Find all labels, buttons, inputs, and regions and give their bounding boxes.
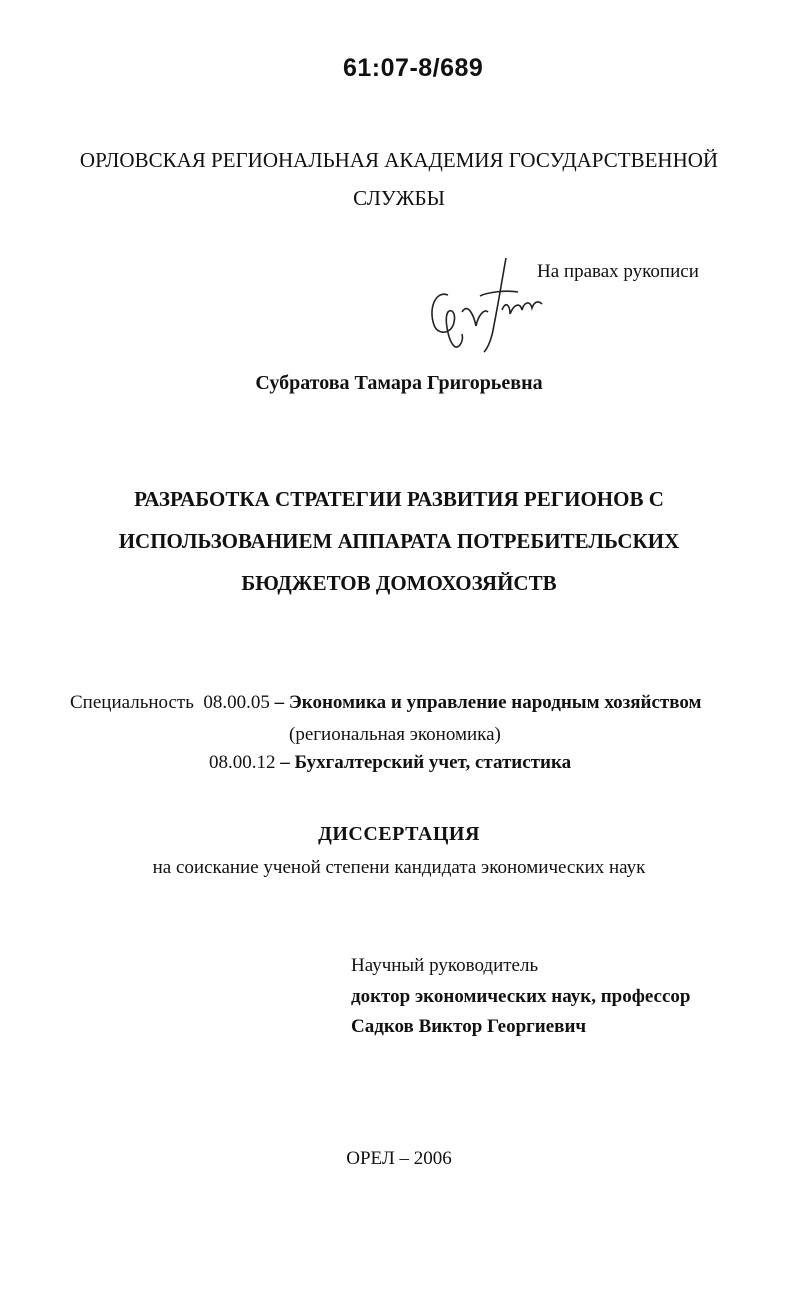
title-line-2: ИСПОЛЬЗОВАНИЕМ АППАРАТА ПОТРЕБИТЕЛЬСКИХ (118, 529, 680, 553)
signature-image (418, 250, 558, 360)
title-line-3: БЮДЖЕТОВ ДОМОХОЗЯЙСТВ (241, 571, 557, 595)
organization-line-1: ОРЛОВСКАЯ РЕГИОНАЛЬНАЯ АКАДЕМИЯ ГОСУДАРСТВЕННОЙ (79, 148, 719, 172)
specialty-name-2: – Бухгалтерский учет, статистика (280, 752, 572, 773)
supervisor-name: Садков Виктор Георгиевич (351, 1016, 587, 1037)
dissertation-title (0, 478, 798, 604)
supervisor-label: Научный руководитель (351, 955, 539, 976)
organization-line-2: СЛУЖБЫ (353, 186, 445, 210)
dissertation-subtitle: на соискание ученой степени кандидата экономических наук (152, 857, 646, 878)
specialty-name-1: – Экономика и управление народным хозяйством (274, 692, 702, 713)
specialty-note-1: (региональная экономика) (289, 724, 501, 745)
specialty-row-1 (70, 692, 701, 714)
specialty-code-1: 08.00.05 (203, 692, 270, 713)
registry-code: 61:07-8/689 (343, 54, 484, 82)
manuscript-note: На правах рукописи (537, 261, 699, 282)
specialty-label: Специальность (70, 692, 194, 713)
dissertation-label: ДИССЕРТАЦИЯ (318, 823, 480, 845)
supervisor-degree: доктор экономических наук, профессор (351, 986, 691, 1007)
title-line-1: РАЗРАБОТКА СТРАТЕГИИ РАЗВИТИЯ РЕГИОНОВ С (134, 487, 664, 511)
specialty-code-2: 08.00.12 (209, 752, 276, 773)
specialty-row-2 (209, 752, 571, 774)
city-year: ОРЕЛ – 2006 (346, 1148, 452, 1169)
author-name: Субратова Тамара Григорьевна (255, 372, 543, 394)
